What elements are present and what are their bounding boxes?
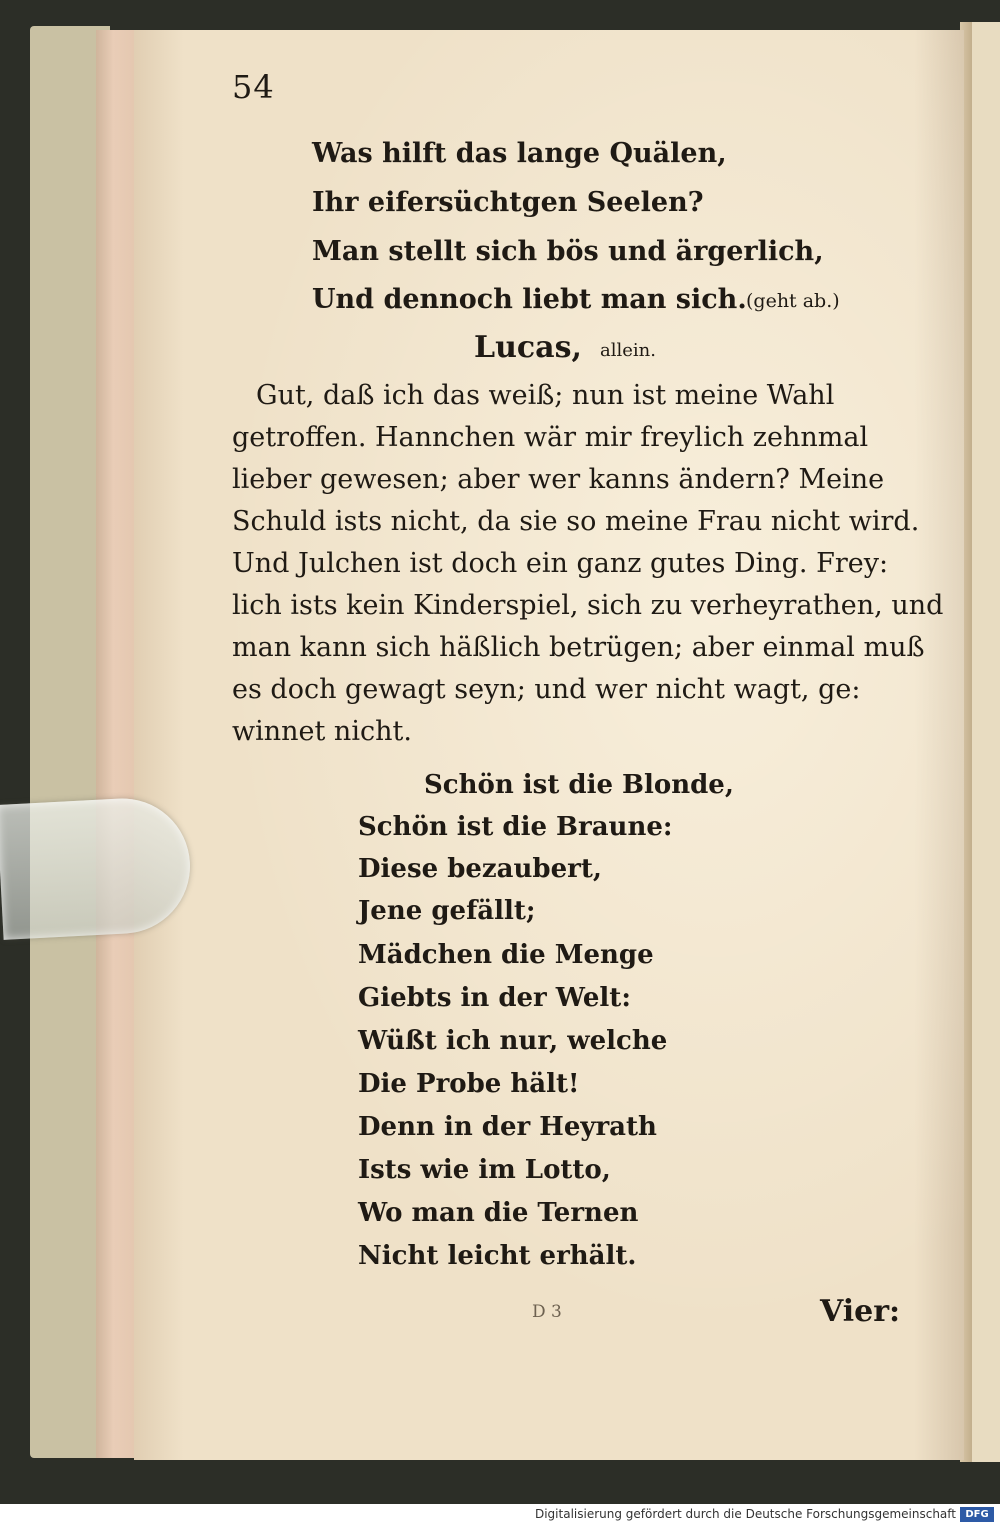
footer-bar [0, 1504, 1000, 1526]
song-line: Diese bezaubert, [358, 854, 602, 884]
song-line: Die Probe hält! [358, 1069, 580, 1099]
song-line: Schön ist die Blonde, [424, 770, 734, 800]
prose-line: getroffen. Hannchen wär mir freylich zehnmal [232, 422, 869, 453]
verse-line: Und dennoch liebt man sich. [312, 284, 747, 315]
prose-line: winnet nicht. [232, 716, 412, 747]
page-number: 54 [232, 68, 275, 106]
song-line: Schön ist die Braune: [358, 812, 673, 842]
prose-line: Schuld ists nicht, da sie so meine Frau nicht wird. [232, 506, 920, 537]
dfg-logo-icon: DFG [960, 1507, 994, 1522]
song-line: Ists wie im Lotto, [358, 1155, 611, 1185]
speaker-heading: Lucas, [474, 330, 582, 365]
song-line: Wüßt ich nur, welche [358, 1026, 668, 1056]
song-line: Wo man die Ternen [358, 1198, 639, 1228]
facing-page-edge [972, 22, 1000, 1462]
printer-signature: D 3 [532, 1302, 562, 1322]
prose-line: Gut, daß ich das weiß; nun ist meine Wahl [256, 380, 835, 411]
prose-line: man kann sich häßlich betrügen; aber einmal muß [232, 632, 925, 663]
prose-line: Und Julchen ist doch ein ganz gutes Ding. Frey: [232, 548, 889, 579]
song-line: Denn in der Heyrath [358, 1112, 657, 1142]
song-line: Nicht leicht erhält. [358, 1241, 637, 1271]
song-line: Jene gefällt; [358, 896, 536, 926]
footer-credit: Digitalisierung gefördert durch die Deutsche Forschungsgemeinschaft [534, 1507, 956, 1521]
song-line: Giebts in der Welt: [358, 983, 631, 1013]
song-line: Mädchen die Menge [358, 940, 654, 970]
verse-line: Ihr eifersüchtgen Seelen? [312, 187, 704, 218]
catchword: Vier: [820, 1294, 901, 1329]
glass-page-weight [0, 795, 193, 940]
verse-line: Man stellt sich bös und ärgerlich, [312, 236, 824, 267]
book-page [134, 30, 964, 1460]
prose-line: lich ists kein Kinderspiel, sich zu verheyrathen, und [232, 590, 944, 621]
prose-line: lieber gewesen; aber wer kanns ändern? Meine [232, 464, 885, 495]
verse-line: Was hilft das lange Quälen, [312, 138, 727, 169]
prose-line: es doch gewagt seyn; und wer nicht wagt, ge: [232, 674, 861, 705]
speaker-note: allein. [600, 340, 656, 361]
stage-direction: (geht ab.) [746, 290, 840, 312]
